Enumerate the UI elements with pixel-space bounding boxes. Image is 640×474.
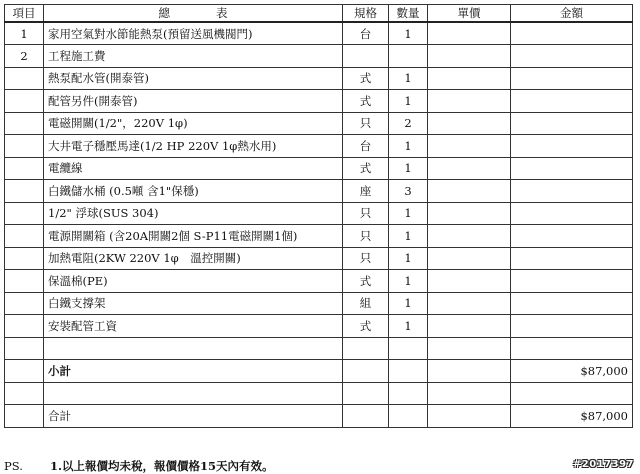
- header-amount: 金額: [511, 5, 633, 23]
- empty-cell: [343, 405, 389, 428]
- quotation-table: [4, 4, 633, 428]
- cell-unit-price: [428, 90, 511, 113]
- note-text: 1.以上報價均未稅，報價價格15天內有效。: [50, 459, 274, 473]
- cell-name: 大井電子穩壓馬達(1/2 HP 220V 1φ熱水用): [44, 135, 343, 158]
- empty-cell: [389, 382, 428, 405]
- empty-cell: [511, 382, 633, 405]
- empty-cell: [428, 405, 511, 428]
- cell-qty: 1: [389, 157, 428, 180]
- cell-item-no: [5, 112, 44, 135]
- cell-unit-price: [428, 135, 511, 158]
- header-item: 項目: [5, 5, 44, 23]
- cell-item-no: [5, 90, 44, 113]
- cell-qty: 1: [389, 22, 428, 45]
- cell-qty: 1: [389, 225, 428, 248]
- cell-qty: 1: [389, 270, 428, 293]
- cell-unit-price: [428, 202, 511, 225]
- cell-qty: [389, 337, 428, 360]
- cell-qty: 3: [389, 180, 428, 203]
- cell-spec: 台: [343, 135, 389, 158]
- cell-amount: [511, 112, 633, 135]
- table-row: [5, 157, 633, 180]
- table-row: [5, 90, 633, 113]
- cell-amount: [511, 247, 633, 270]
- cell-item-no: [5, 202, 44, 225]
- cell-spec: 式: [343, 90, 389, 113]
- total-row: [5, 405, 633, 428]
- cell-item-no: [5, 405, 44, 428]
- cell-amount: [511, 135, 633, 158]
- watermark: #2017397: [572, 459, 634, 470]
- cell-amount: [511, 67, 633, 90]
- blank-row: [5, 382, 633, 405]
- header-unit-price: 單價: [428, 5, 511, 23]
- cell-spec: 座: [343, 180, 389, 203]
- cell-amount: [511, 225, 633, 248]
- cell-item-no: 1: [5, 22, 44, 45]
- cell-name: 白鐵儲水桶 (0.5噸 含1"保穩): [44, 180, 343, 203]
- total-row-label: 合計: [44, 405, 343, 428]
- cell-qty: 2: [389, 112, 428, 135]
- cell-qty: 1: [389, 90, 428, 113]
- cell-spec: [343, 45, 389, 68]
- cell-qty: 1: [389, 67, 428, 90]
- table-row: [5, 225, 633, 248]
- cell-unit-price: [428, 180, 511, 203]
- cell-item-no: [5, 270, 44, 293]
- cell-qty: 1: [389, 292, 428, 315]
- cell-amount: [511, 45, 633, 68]
- cell-item-no: [5, 360, 44, 383]
- cell-amount: [511, 202, 633, 225]
- table-row: [5, 67, 633, 90]
- cell-name: 加熱電阻(2KW 220V 1φ 溫控開關): [44, 247, 343, 270]
- cell-qty: 1: [389, 247, 428, 270]
- cell-name: 電纜線: [44, 157, 343, 180]
- cell-spec: 組: [343, 292, 389, 315]
- header-row: [5, 5, 633, 23]
- empty-cell: [428, 360, 511, 383]
- cell-qty: [389, 45, 428, 68]
- cell-item-no: [5, 135, 44, 158]
- cell-item-no: [5, 247, 44, 270]
- cell-spec: 只: [343, 225, 389, 248]
- cell-unit-price: [428, 225, 511, 248]
- cell-unit-price: [428, 270, 511, 293]
- cell-name: 1/2" 浮球(SUS 304): [44, 202, 343, 225]
- cell-item-no: [5, 157, 44, 180]
- note-prefix: PS.: [4, 459, 23, 473]
- cell-name: [44, 337, 343, 360]
- table-row: [5, 202, 633, 225]
- empty-cell: [5, 382, 44, 405]
- cell-amount: [511, 270, 633, 293]
- cell-spec: 台: [343, 22, 389, 45]
- empty-cell: [428, 382, 511, 405]
- cell-item-no: [5, 67, 44, 90]
- subtotal-row-amount: $87,000: [511, 360, 633, 383]
- empty-cell: [343, 382, 389, 405]
- table-row: [5, 337, 633, 360]
- empty-cell: [389, 360, 428, 383]
- table-row: [5, 180, 633, 203]
- table-row: [5, 135, 633, 158]
- cell-spec: 只: [343, 202, 389, 225]
- header-spec: 規格: [343, 5, 389, 23]
- header-name: 總 表: [44, 5, 343, 23]
- cell-unit-price: [428, 315, 511, 338]
- cell-unit-price: [428, 337, 511, 360]
- cell-amount: [511, 22, 633, 45]
- footer-note: [4, 458, 274, 474]
- cell-qty: 1: [389, 315, 428, 338]
- empty-cell: [343, 360, 389, 383]
- cell-name: 保溫棉(PE): [44, 270, 343, 293]
- table-row: [5, 315, 633, 338]
- cell-item-no: [5, 180, 44, 203]
- cell-unit-price: [428, 22, 511, 45]
- table-body: [5, 22, 633, 427]
- total-row-amount: $87,000: [511, 405, 633, 428]
- cell-qty: 1: [389, 202, 428, 225]
- cell-unit-price: [428, 157, 511, 180]
- cell-spec: 式: [343, 270, 389, 293]
- cell-name: 工程施工費: [44, 45, 343, 68]
- cell-name: 配管另件(開泰管): [44, 90, 343, 113]
- cell-name: 電磁開關(1/2"，220V 1φ): [44, 112, 343, 135]
- cell-unit-price: [428, 67, 511, 90]
- cell-spec: 式: [343, 157, 389, 180]
- cell-amount: [511, 180, 633, 203]
- cell-spec: 只: [343, 112, 389, 135]
- table-row: [5, 112, 633, 135]
- cell-name: 白鐵支撐架: [44, 292, 343, 315]
- cell-qty: 1: [389, 135, 428, 158]
- table-row: [5, 292, 633, 315]
- cell-name: 熱泵配水管(開泰管): [44, 67, 343, 90]
- cell-amount: [511, 292, 633, 315]
- subtotal-row: [5, 360, 633, 383]
- table-row: [5, 22, 633, 45]
- cell-unit-price: [428, 112, 511, 135]
- cell-name: 電源開關箱 (含20A開關2個 S-P11電磁開關1個): [44, 225, 343, 248]
- cell-unit-price: [428, 45, 511, 68]
- subtotal-row-label: 小計: [44, 360, 343, 383]
- cell-item-no: 2: [5, 45, 44, 68]
- cell-amount: [511, 315, 633, 338]
- cell-spec: 式: [343, 315, 389, 338]
- cell-unit-price: [428, 247, 511, 270]
- cell-amount: [511, 157, 633, 180]
- empty-cell: [389, 405, 428, 428]
- cell-spec: 式: [343, 67, 389, 90]
- table-row: [5, 45, 633, 68]
- cell-amount: [511, 90, 633, 113]
- cell-spec: [343, 337, 389, 360]
- table-row: [5, 247, 633, 270]
- cell-name: 家用空氣對水節能熱泵(預留送風機閥門): [44, 22, 343, 45]
- cell-item-no: [5, 315, 44, 338]
- cell-name: 安裝配管工資: [44, 315, 343, 338]
- cell-item-no: [5, 292, 44, 315]
- cell-unit-price: [428, 292, 511, 315]
- cell-spec: 只: [343, 247, 389, 270]
- cell-item-no: [5, 225, 44, 248]
- cell-item-no: [5, 337, 44, 360]
- header-qty: 數量: [389, 5, 428, 23]
- table-row: [5, 270, 633, 293]
- cell-amount: [511, 337, 633, 360]
- empty-cell: [44, 382, 343, 405]
